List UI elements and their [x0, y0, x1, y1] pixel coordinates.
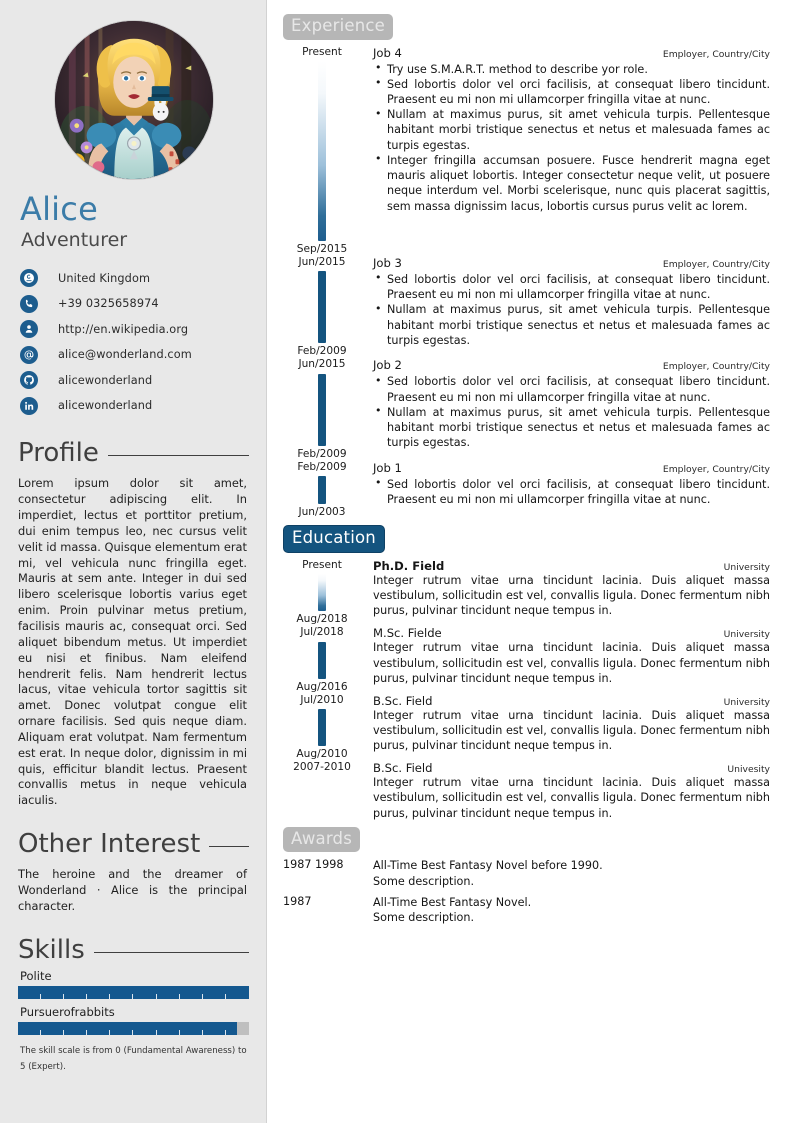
date-end: Jun/2003	[298, 506, 346, 519]
contact-item-linkedin[interactable]	[20, 393, 249, 419]
education-entry	[283, 761, 770, 821]
contact-value: United Kingdom	[58, 271, 151, 285]
person-icon	[20, 320, 38, 338]
institution: University	[723, 629, 770, 641]
education-entry	[283, 626, 770, 693]
avatar-container	[18, 0, 249, 179]
contact-item-website[interactable]	[20, 316, 249, 342]
job-title: Job 1	[373, 460, 402, 475]
skill-bar-ticks	[18, 986, 249, 999]
entry-header	[373, 358, 770, 372]
profile-text: Lorem ipsum dolor sit amet, consectetur adipiscing elit. In imperdiet, lectus et porttitor pretium, dui enim tempus leo, nec cursus velit velit id massa. Quisque elementum erat mi, vel vehicula nunc fringilla eget. Mauris at sem ante. Integer in dui sed libero scelerisque lobortis varius eget enim. Proin pulvinar metus pretium, facilisis mauris ac, consequat orci. Sed aliquet bibendum metus. Ut imperdiet eu nisi et finibus. Nam eleifend hendrerit felis. Nam hendrerit lectus lacus, vitae vehicula tortor sagittis sit amet. Donec volutpat congue elit ornare facilisis. Sed quis neque diam. Aliquam erat volutpat. Nam fermentum est erat. In neque dolor, dignissim in mi quis, efficitur blandit lectus. Praesent convallis metus in neque vehicula iaculis.	[18, 476, 247, 808]
date-end: Sep/2015	[296, 242, 348, 255]
employer-location: Employer, Country/City	[662, 361, 770, 373]
date-end: Feb/2009	[297, 345, 347, 358]
job-title: Job 4	[373, 45, 402, 60]
contact-item-github[interactable]	[20, 367, 249, 393]
awards-title: Awards	[283, 827, 360, 853]
timeline-bar	[318, 642, 326, 679]
degree-title: M.Sc. Fielde	[373, 626, 442, 641]
skill-item	[18, 1005, 249, 1035]
institution: Univesity	[727, 764, 770, 776]
contact-item-location[interactable]	[20, 265, 249, 291]
skill-bar-ticks	[18, 1022, 249, 1035]
github-icon	[20, 371, 38, 389]
job-bullets	[373, 62, 770, 214]
entry-dates	[283, 761, 361, 821]
entry-body	[361, 461, 770, 519]
job-title: Job 2	[373, 358, 402, 373]
bullet-item: • Sed lobortis dolor vel orci facilisis, at consequat libero tincidunt. Praesent eu mi non mi ullamcorper fringilla vitae at nunc.	[373, 374, 770, 404]
degree-description: Integer rutrum vitae urna tincidunt lacinia. Duis aliquet massa vestibulum, sollicitudin est vel, convallis ligula. Donec fermentum nibh purus, pulvinar tincidunt neque tempus in.	[373, 573, 770, 618]
employer-location: Employer, Country/City	[662, 463, 770, 475]
entry-body	[361, 559, 770, 626]
job-bullets	[373, 374, 770, 450]
entry-header	[373, 559, 770, 573]
award-body	[373, 858, 770, 889]
contact-value: alicewonderland	[58, 399, 153, 413]
bullet-item: • Nullam at maximus purus, sit amet vehicula turpis. Pellentesque habitant morbi tristique senectus et netus et malesuada fames ac turpis egestas.	[373, 107, 770, 153]
bullet-item: • Sed lobortis dolor vel orci facilisis, at consequat libero tincidunt. Praesent eu mi non mi ullamcorper fringilla vitae at nunc.	[373, 77, 770, 107]
bullet-item: • Nullam at maximus purus, sit amet vehicula turpis. Pellentesque habitant morbi tristique senectus et netus et malesuada fames ac turpis egestas.	[373, 405, 770, 451]
award-title: All-Time Best Fantasy Novel before 1990.	[373, 859, 603, 873]
entry-dates	[283, 358, 361, 460]
job-title: Job 3	[373, 255, 402, 270]
award-body	[373, 895, 770, 926]
date-start: Jul/2018	[300, 626, 344, 639]
entry-body	[361, 761, 770, 821]
header-rule	[209, 846, 249, 847]
contact-value: alicewonderland	[58, 373, 153, 387]
date-range: 2007-2010	[293, 761, 351, 774]
entry-header	[373, 694, 770, 708]
degree-description: Integer rutrum vitae urna tincidunt lacinia. Duis aliquet massa vestibulum, sollicitudin est vel, convallis ligula. Donec fermentum nibh purus, pulvinar tincidunt neque tempus in.	[373, 708, 770, 753]
skill-item	[18, 969, 249, 999]
entry-header	[373, 461, 770, 475]
entry-body	[361, 694, 770, 761]
timeline-bar	[318, 271, 326, 343]
bullet-item: • Try use S.M.A.R.T. method to describe yor role.	[373, 62, 770, 77]
sidebar	[0, 0, 267, 1123]
header-rule	[108, 455, 249, 456]
timeline-bar	[318, 374, 326, 446]
profile-title: Profile	[18, 438, 99, 469]
date-start: Jun/2015	[298, 255, 346, 268]
entry-dates	[283, 626, 361, 693]
contact-item-phone[interactable]	[20, 291, 249, 317]
award-description: Some description.	[373, 874, 475, 888]
entry-body	[361, 626, 770, 693]
date-end: Aug/2016	[296, 680, 348, 693]
entry-body	[361, 358, 770, 460]
education-entry	[283, 694, 770, 761]
degree-title: B.Sc. Field	[373, 693, 433, 708]
date-end: Aug/2018	[296, 613, 348, 626]
award-title: All-Time Best Fantasy Novel.	[373, 895, 532, 909]
skill-bar	[18, 986, 249, 999]
entry-body	[361, 46, 770, 256]
award-year: 1987 1998	[283, 858, 344, 872]
entry-header	[373, 46, 770, 60]
profile-section-header	[18, 438, 249, 469]
bullet-item: • Sed lobortis dolor vel orci facilisis, at consequat libero tincidunt. Praesent eu mi non mi ullamcorper fringilla vitae at nunc.	[373, 272, 770, 302]
skill-bar	[18, 1022, 249, 1035]
bullet-item: • Integer fringilla accumsan posuere. Fusce hendrerit magna eget mauris aliquet lobortis. Integer consectetur neque velit, ut posuere neque interdum vel. Morbi scelerisque, nunc quis placerat sagittis, sem massa dignissim lacus, lobortis cursus purus velit ac lorem.	[373, 153, 770, 214]
experience-entry	[283, 46, 770, 256]
email-at-icon	[20, 346, 38, 364]
entry-dates	[283, 461, 361, 519]
entry-dates	[283, 559, 361, 626]
skill-label: Polite	[20, 968, 52, 983]
entry-dates	[283, 256, 361, 358]
award-year: 1987	[283, 894, 312, 908]
education-section-header	[283, 525, 385, 553]
date-start: Present	[302, 558, 342, 571]
award-item	[283, 895, 770, 926]
candidate-name: Alice	[20, 190, 98, 228]
other-interest-section-header	[18, 829, 249, 860]
degree-description: Integer rutrum vitae urna tincidunt lacinia. Duis aliquet massa vestibulum, sollicitudin est vel, convallis ligula. Donec fermentum nibh purus, pulvinar tincidunt neque tempus in.	[373, 641, 770, 685]
award-item	[283, 858, 770, 889]
entry-header	[373, 626, 770, 640]
institution: University	[723, 696, 770, 708]
candidate-role: Adventurer	[21, 228, 128, 251]
education-title: Education	[283, 525, 385, 553]
date-start: Jun/2015	[298, 358, 346, 371]
contact-item-email[interactable]	[20, 342, 249, 368]
degree-title: B.Sc. Field	[373, 761, 433, 776]
entry-header	[373, 761, 770, 775]
degree-title: Ph.D. Field	[373, 558, 445, 573]
entry-header	[373, 256, 770, 270]
degree-description: Integer rutrum vitae urna tincidunt lacinia. Duis aliquet massa vestibulum, sollicitudin est vel, convallis ligula. Donec fermentum nibh purus, pulvinar tincidunt neque tempus in.	[373, 776, 770, 820]
main-content	[267, 0, 794, 1123]
award-description: Some description.	[373, 911, 475, 925]
awards-section-header	[283, 827, 360, 853]
experience-section-header	[283, 14, 393, 40]
timeline-bar	[318, 709, 326, 746]
education-entry	[283, 559, 770, 626]
date-start: Jul/2010	[300, 693, 344, 706]
date-start: Present	[302, 45, 342, 58]
job-bullets	[373, 272, 770, 348]
timeline-bar	[318, 574, 326, 611]
header-rule	[94, 952, 249, 953]
linkedin-icon	[20, 397, 38, 415]
timeline-bar	[318, 61, 326, 241]
experience-entry	[283, 358, 770, 460]
contact-value: +39 0325658974	[58, 297, 159, 311]
timeline-bar	[318, 476, 326, 504]
institution: University	[723, 561, 770, 573]
date-start: Feb/2009	[297, 460, 347, 473]
bullet-item: • Nullam at maximus purus, sit amet vehicula turpis. Pellentesque habitant morbi tristique senectus et netus et malesuada fames ac turpis egestas.	[373, 302, 770, 348]
experience-title: Experience	[283, 14, 393, 40]
contact-value: alice@wonderland.com	[58, 348, 192, 362]
other-interest-text: The heroine and the dreamer of Wonderland · Alice is the principal character.	[18, 867, 247, 913]
employer-location: Employer, Country/City	[662, 258, 770, 270]
skill-label: Pursuerofrabbits	[20, 1004, 115, 1019]
date-end: Aug/2010	[296, 748, 348, 761]
job-bullets	[373, 477, 770, 507]
skill-scale-note: The skill scale is from 0 (Fundamental Awareness) to 5 (Expert).	[20, 1045, 247, 1072]
phone-icon	[20, 295, 38, 313]
experience-entry	[283, 461, 770, 519]
location-globe-icon	[20, 269, 38, 287]
contact-value: http://en.wikipedia.org	[58, 322, 189, 336]
skills-section-header	[18, 934, 249, 965]
entry-body	[361, 256, 770, 358]
contact-list	[18, 265, 249, 418]
skills-title: Skills	[18, 934, 85, 965]
bullet-item: • Sed lobortis dolor vel orci facilisis, at consequat libero tincidunt. Praesent eu mi non mi ullamcorper fringilla vitae at nunc.	[373, 477, 770, 507]
date-end: Feb/2009	[297, 447, 347, 460]
entry-dates	[283, 694, 361, 761]
experience-entry	[283, 256, 770, 358]
other-interest-title: Other Interest	[18, 829, 201, 860]
avatar	[55, 21, 213, 179]
entry-dates	[283, 46, 361, 256]
employer-location: Employer, Country/City	[662, 48, 770, 60]
